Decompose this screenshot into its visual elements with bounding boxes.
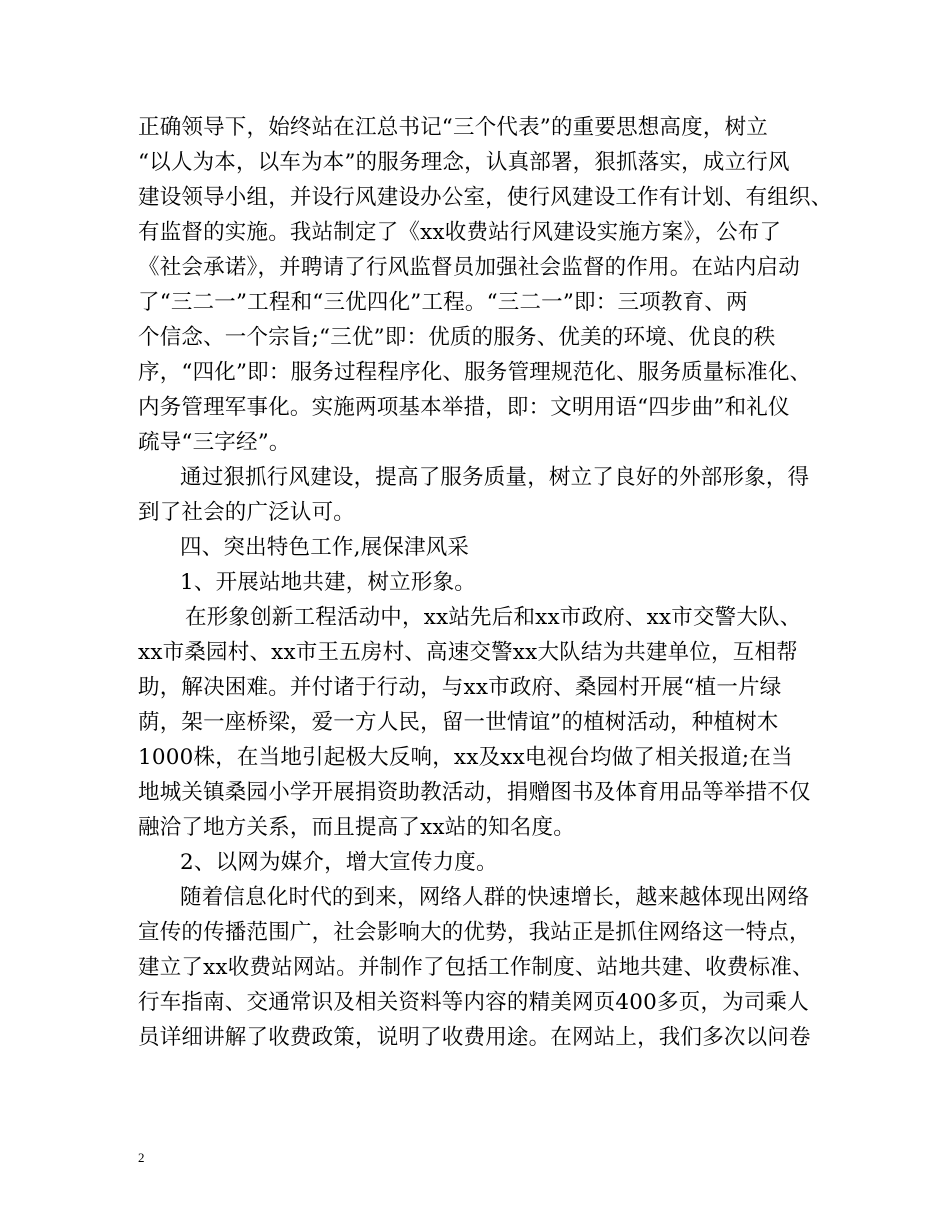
body-text-line: 内务管理军事化。实施两项基本举措，即：文明用语“四步曲”和礼仪 — [138, 395, 790, 420]
body-text-line: 了“三二一”工程和“三优四化”工程。“三二一”即：三项教育、两 — [138, 290, 748, 315]
body-text-line: 有监督的实施。我站制定了《xx收费站行风建设实施方案》，公布了 — [138, 220, 782, 245]
body-text-line: 正确领导下，始终站在江总书记“三个代表”的重要思想高度，树立 — [138, 115, 768, 140]
body-text-line: “以人为本，以车为本”的服务理念，认真部署，狠抓落实，成立行风 — [138, 150, 790, 175]
body-text-line: 地城关镇桑园小学开展捐资助教活动，捐赠图书及体育用品等举措不仅 — [138, 780, 811, 805]
body-text-line: 序，“四化”即：服务过程程序化、服务管理规范化、服务质量标准化、 — [138, 360, 812, 385]
body-text-line: 疏导“三字经”。 — [138, 430, 291, 455]
body-text-line: 个信念、一个宗旨;“三优”即：优质的服务、优美的环境、优良的秩 — [138, 325, 776, 350]
body-text-line: 助，解决困难。并付诸于行动，与xx市政府、桑园村开展“植一片绿 — [138, 675, 782, 700]
body-text-line: 在形象创新工程活动中，xx站先后和xx市政府、xx市交警大队、 — [185, 605, 802, 630]
page-number: 2 — [138, 1150, 145, 1165]
section-heading: 四、突出特色工作,展保津风采 — [180, 535, 470, 560]
body-text-line: 建设领导小组，并设行风建设办公室，使行风建设工作有计划、有组织、 — [138, 185, 833, 210]
body-text-line: 宣传的传播范围广，社会影响大的优势，我站正是抓住网络这一特点， — [138, 920, 811, 945]
body-text-line: 《社会承诺》，并聘请了行风监督员加强社会监督的作用。在站内启动 — [138, 255, 800, 280]
body-text-line: 到了社会的广泛认可。 — [138, 500, 356, 525]
body-text-line: xx市桑园村、xx市王五房村、高速交警xx大队结为共建单位，互相帮 — [138, 640, 798, 665]
body-text-line: 员详细讲解了收费政策，说明了收费用途。在网站上，我们多次以问卷 — [138, 1025, 811, 1050]
body-text-line: 通过狠抓行风建设，提高了服务质量，树立了良好的外部形象，得 — [180, 465, 810, 490]
body-text-line: 建立了xx收费站网站。并制作了包括工作制度、站地共建、收费标准、 — [138, 955, 814, 980]
body-text-line: 1000株，在当地引起极大反响，xx及xx电视台均做了相关报道;在当 — [138, 745, 793, 770]
body-text-line: 随着信息化时代的到来，网络人群的快速增长，越来越体现出网络 — [180, 885, 810, 910]
body-text-line: 行车指南、交通常识及相关资料等内容的精美网页400多页，为司乘人 — [138, 990, 809, 1015]
subsection-heading: 1、开展站地共建，树立形象。 — [180, 570, 476, 595]
subsection-heading: 2、以网为媒介，增大宣传力度。 — [180, 850, 498, 875]
body-text-line: 融洽了地方关系，而且提高了xx站的知名度。 — [138, 815, 575, 840]
body-text-line: 荫，架一座桥梁，爱一方人民，留一世情谊”的植树活动，种植树木 — [138, 710, 779, 735]
